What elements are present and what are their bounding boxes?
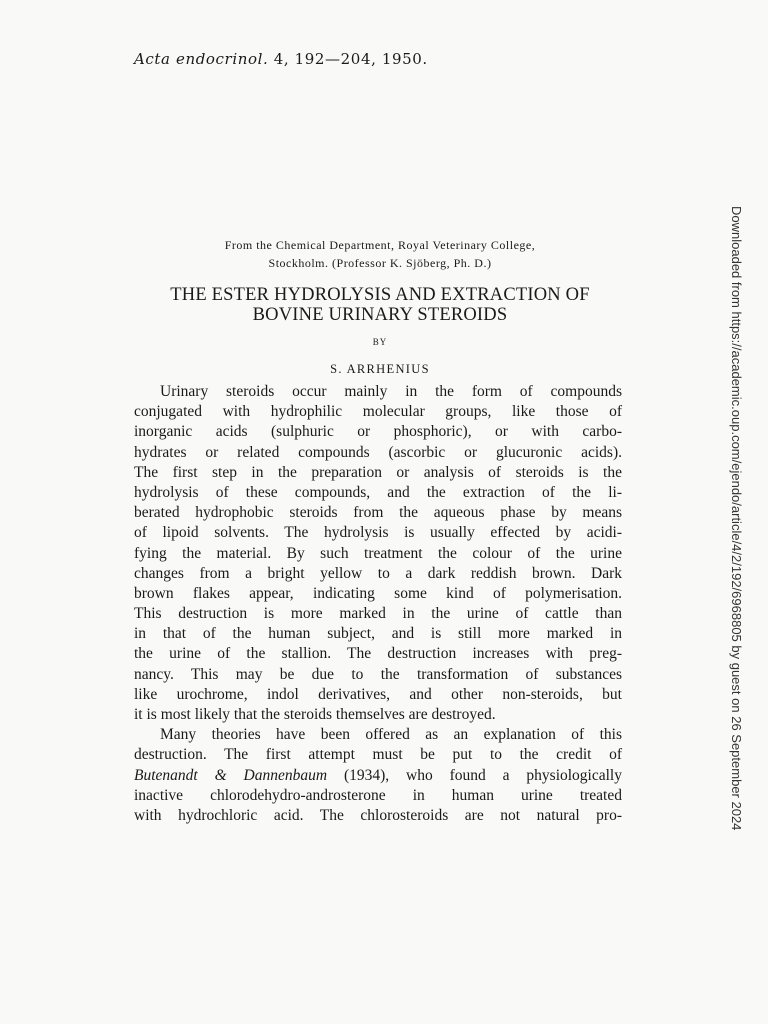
body-line: with hydrochloric acid. The chlorosteroids are not natural pro- (134, 806, 622, 824)
body-line: conjugated with hydrophilic molecular groups, like those of (134, 403, 622, 421)
body-line: of lipoid solvents. The hydrolysis is usually effected by acidi- (134, 524, 622, 542)
download-notice: Downloaded from https://academic.oup.com/ejendo/article/4/2/192/6968805 by guest on 26 September 2024 (729, 206, 744, 831)
body-line: berated hydrophobic steroids from the aqueous phase by means (134, 504, 622, 522)
body-line: hydrolysis of these compounds, and the extraction of the li- (134, 483, 622, 501)
by-label: BY (372, 337, 388, 347)
author-name: S. ARRHENIUS (330, 362, 430, 376)
journal-citation (134, 50, 428, 68)
paragraph-1 (134, 382, 622, 725)
body-line: inactive chlorodehydro-androsterone in human urine treated (134, 786, 622, 804)
body-line: fying the material. By such treatment the colour of the urine (134, 544, 622, 562)
body-line: in that of the human subject, and is still more marked in (134, 625, 622, 643)
citation-details: 4, 192—204, 1950. (268, 50, 428, 68)
body-line (134, 766, 622, 786)
affiliation-line-1: From the Chemical Department, Royal Veterinary College, (224, 238, 536, 252)
title-line-2: BOVINE URINARY STEROIDS (252, 305, 508, 325)
body-line: nancy. This may be due to the transformation of substances (134, 665, 622, 683)
article-body (134, 382, 622, 826)
body-line: changes from a bright yellow to a dark reddish brown. Dark (134, 564, 622, 582)
paragraph-2 (134, 725, 622, 826)
cited-authors: Butenandt & Dannenbaum (134, 766, 328, 784)
body-line: Many theories have been offered as an explanation of this (160, 726, 622, 744)
body-line: hydrates or related compounds (ascorbic or glucuronic acids). (134, 443, 622, 461)
article-title (130, 285, 630, 325)
affiliation-line-2: Stockholm. (Professor K. Sjöberg, Ph. D.) (268, 256, 492, 270)
body-line: like urochrome, indol derivatives, and other non-steroids, but (134, 685, 622, 703)
title-line-1: THE ESTER HYDROLYSIS AND EXTRACTION OF (170, 285, 590, 305)
citation-year-text: (1934), who found a physiologically (327, 766, 622, 784)
body-line: inorganic acids (sulphuric or phosphoric), or with carbo- (134, 423, 622, 441)
body-line: brown flakes appear, indicating some kind of polymerisation. (134, 584, 622, 602)
body-line: Urinary steroids occur mainly in the form of compounds (160, 383, 622, 400)
body-line: destruction. The first attempt must be put to the credit of (134, 746, 622, 764)
affiliation (130, 236, 630, 272)
body-line: This destruction is more marked in the urine of cattle than (134, 605, 622, 623)
journal-name: Acta endocrinol. (134, 50, 269, 68)
body-line: it is most likely that the steroids themselves are destroyed. (134, 706, 496, 723)
body-line: the urine of the stallion. The destruction increases with preg- (134, 645, 622, 663)
body-line: The first step in the preparation or analysis of steroids is the (134, 463, 622, 481)
